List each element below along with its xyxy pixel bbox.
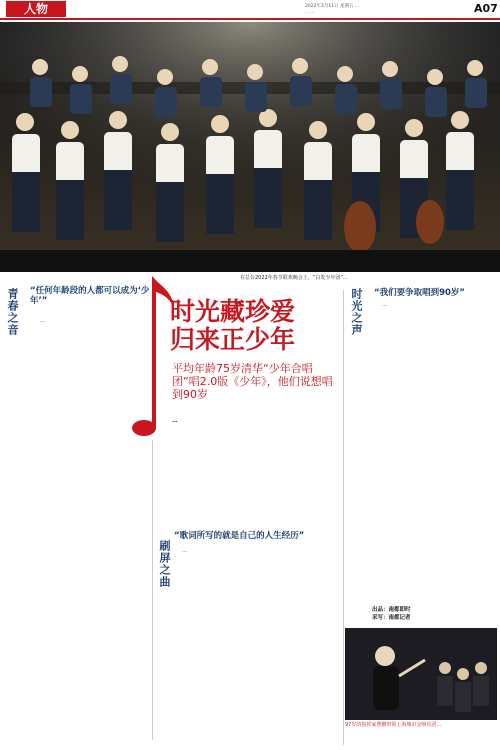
column-divider: [343, 290, 344, 745]
page-number: A07: [474, 2, 498, 15]
left-column-paragraph: …: [40, 318, 45, 324]
right-column-paragraph: …: [382, 302, 387, 308]
editor-credits: … …: [305, 9, 315, 14]
photo-caption: 在总台2022年春节联欢晚会上，“白发少年团”…: [240, 275, 348, 281]
middle-column-body: [172, 548, 340, 748]
inset-photo: [345, 628, 497, 720]
left-column-label: 青春之音: [6, 288, 19, 336]
lead-photo: [0, 22, 500, 272]
left-column-subhead: “任何年龄段的人都可以成为‘少年’”: [30, 286, 150, 306]
right-column-subhead: “我们要争取唱到90岁”: [374, 288, 466, 298]
middle-column-paragraph: …: [182, 548, 187, 554]
headline-title-line-1: 时光藏珍爱: [170, 297, 296, 326]
choir-stage-photo-icon: [0, 22, 500, 272]
inset-photo-caption: 97岁的指挥家曹鹏带领上海城市交响乐团…: [345, 722, 442, 728]
column-divider: [152, 440, 153, 740]
dateline: 2022年2月11日 星期五 …: [305, 4, 360, 9]
right-column-label: 时光之声: [350, 288, 363, 336]
left-column-body: [30, 318, 148, 748]
lead-paragraph: …: [172, 418, 178, 424]
middle-column-label: 刷屏之曲: [158, 540, 171, 588]
middle-column-subhead: “歌词所写的就是自己的人生经历”: [174, 531, 305, 541]
masthead: [0, 0, 500, 18]
headline-title: [170, 298, 295, 354]
byline-producer: 出品：南都即时: [372, 607, 411, 613]
byline-reporter: 采写：南都记者: [372, 615, 411, 621]
masthead-rule: [0, 18, 500, 20]
headline-title-line-2: 归来正少年: [170, 325, 296, 354]
right-column-body: [372, 302, 498, 602]
conductor-photo-icon: [345, 628, 497, 720]
headline-deck: 平均年龄75岁清华“少年合唱团”唱2.0版《少年》，他们说想唱到90岁: [172, 362, 333, 401]
section-tab: 人物: [6, 1, 66, 17]
